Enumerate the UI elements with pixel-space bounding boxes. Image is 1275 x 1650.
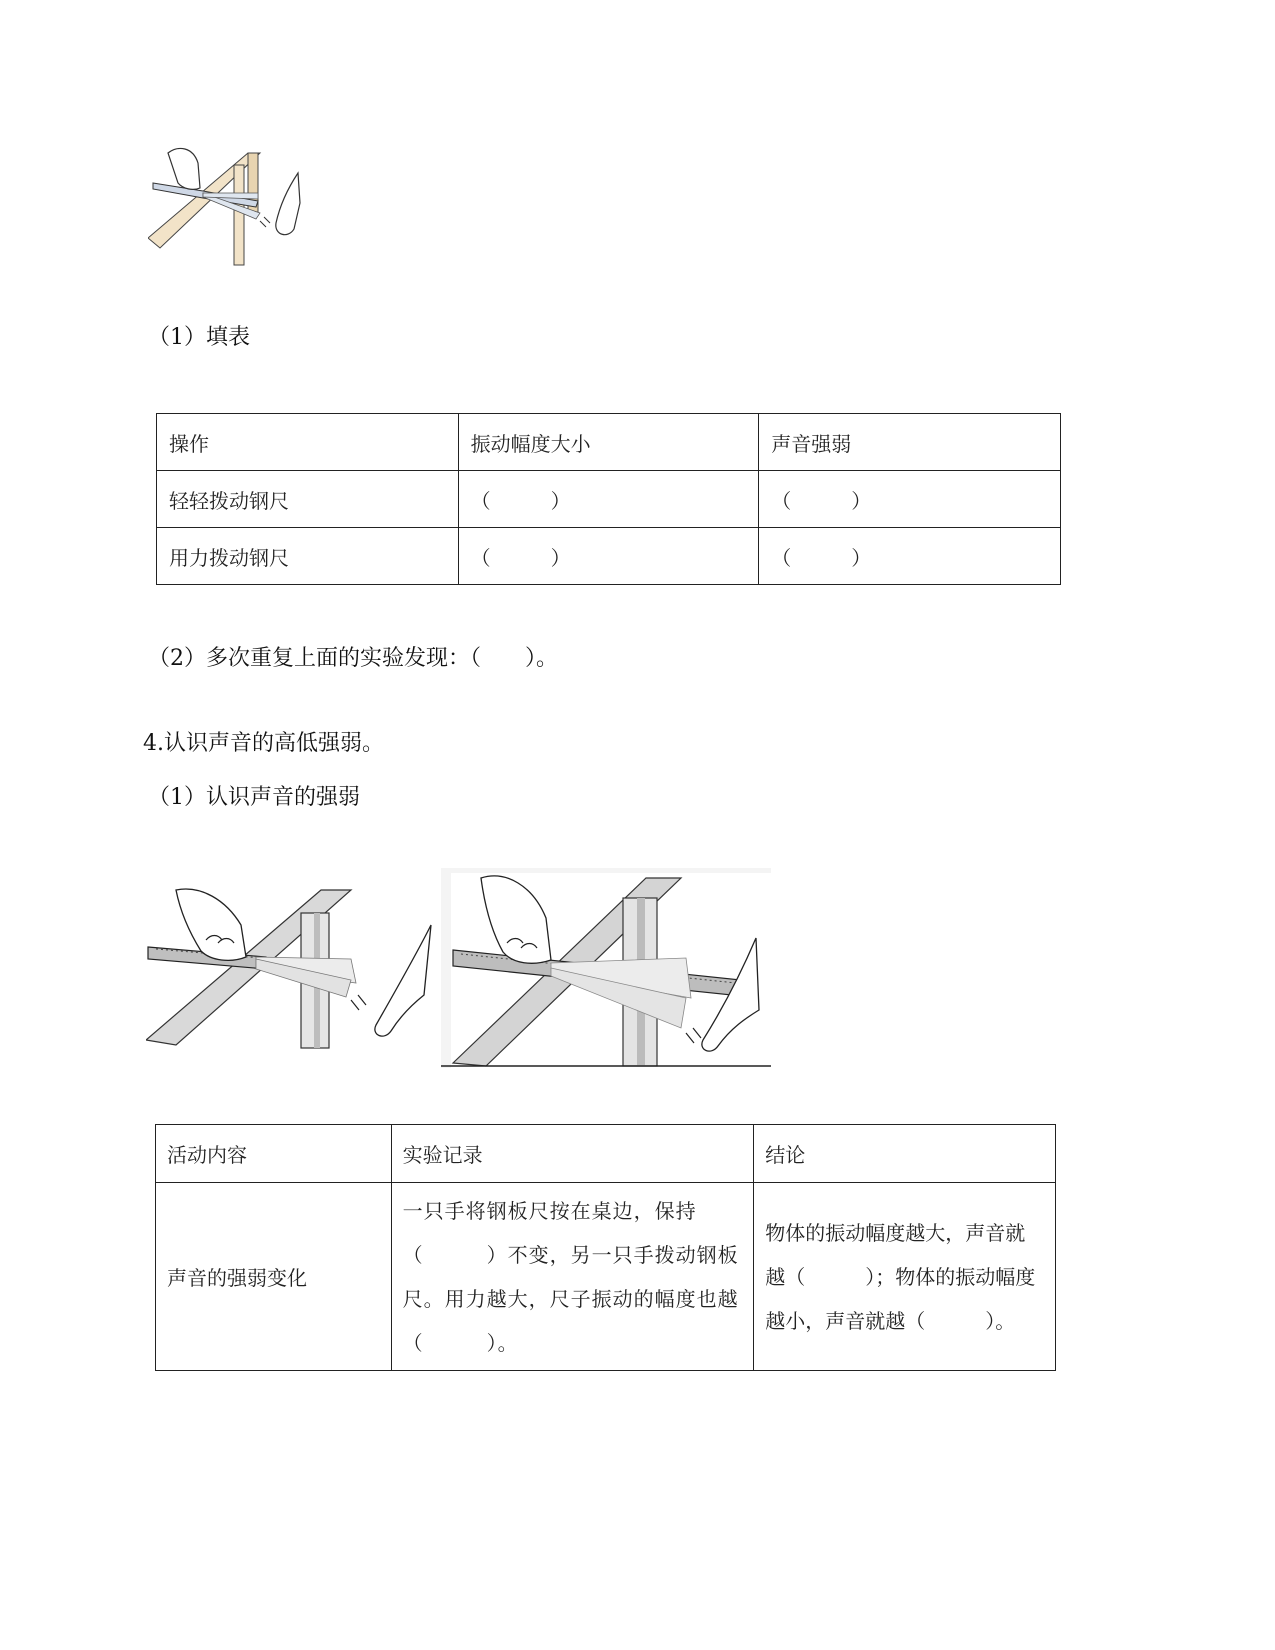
q3-subquestion-2: （2）多次重复上面的实验发现：（ ）。 xyxy=(148,646,558,671)
table-header-row xyxy=(156,1125,1056,1183)
table-header-cell: 振动幅度大小 xyxy=(458,414,759,471)
record-cell[interactable]: 一只手将钢板尺按在桌边，保持（ ）不变，另一只手拨动钢板尺。用力越大，尺子振动的幅度也越（ ）。 xyxy=(391,1183,754,1371)
table-header-cell: 操作 xyxy=(157,414,459,471)
answer-blank[interactable]: （ ） xyxy=(458,471,759,528)
ruler-vibration-illustration-small xyxy=(148,143,308,268)
answer-blank[interactable]: （ ） xyxy=(458,528,759,585)
answer-blank[interactable]: （ ） xyxy=(759,471,1061,528)
vibration-table xyxy=(156,413,1061,585)
table-row xyxy=(157,471,1061,528)
conclusion-cell[interactable]: 物体的振动幅度越大，声音就越（ ）；物体的振动幅度越小，声音就越（ ）。 xyxy=(754,1183,1056,1371)
gentle-pluck-illustration xyxy=(146,885,436,1050)
table-cell: 轻轻拨动钢尺 xyxy=(157,471,459,528)
sound-strength-table xyxy=(155,1124,1056,1371)
table-cell: 用力拨动钢尺 xyxy=(157,528,459,585)
table-row xyxy=(156,1183,1056,1371)
table-header-cell: 声音强弱 xyxy=(759,414,1061,471)
strong-pluck-illustration xyxy=(441,868,771,1068)
table-row xyxy=(157,528,1061,585)
q4-subquestion-1: （1）认识声音的强弱 xyxy=(148,785,360,810)
table-header-row xyxy=(157,414,1061,471)
table-header-cell: 实验记录 xyxy=(391,1125,754,1183)
q3-subquestion-1: （1）填表 xyxy=(148,325,250,350)
activity-cell: 声音的强弱变化 xyxy=(156,1183,392,1371)
table-header-cell: 结论 xyxy=(754,1125,1056,1183)
q4-title: 4.认识声音的高低强弱。 xyxy=(143,731,384,756)
answer-blank[interactable]: （ ） xyxy=(759,528,1061,585)
table-header-cell: 活动内容 xyxy=(156,1125,392,1183)
